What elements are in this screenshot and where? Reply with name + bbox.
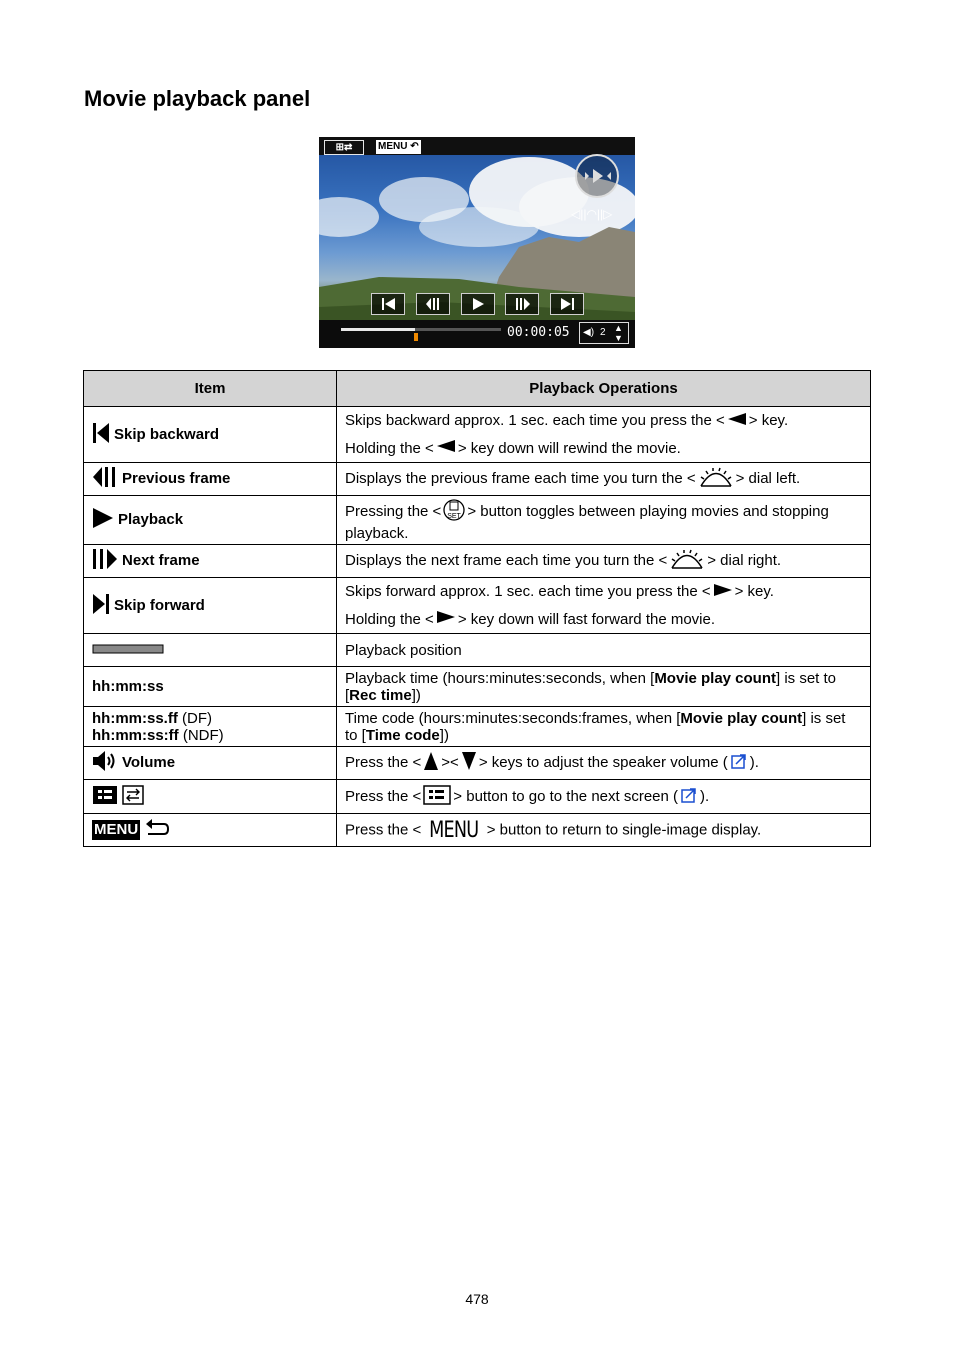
skip-backward-icon <box>92 422 110 448</box>
table-row: Volume Press the < >< > keys to adjust the speaker volume ( ). <box>84 747 871 780</box>
table-row: Playback Pressing the < SET > button toggles between playing movies and stopping playback. <box>84 496 871 545</box>
previous-frame-button[interactable] <box>416 293 450 315</box>
table-row: Skip forward Skips forward approx. 1 sec. each time you press the < > key. Holding the < > key down will fast forward the movie. <box>84 578 871 634</box>
table-row: Press the < > button to go to the next screen ( ). <box>84 780 871 814</box>
info-button-icon <box>92 785 118 809</box>
dial-icon <box>575 154 619 198</box>
volume-icon <box>92 750 118 776</box>
table-row: Playback position <box>84 634 871 667</box>
table-row: Skip backward Skips backward approx. 1 sec. each time you press the < > key. Holding the < > key down will rewind the movie. <box>84 407 871 463</box>
info-key-icon <box>423 785 451 809</box>
table-row: MENU Press the < MENU > button to return to single-image display. <box>84 814 871 847</box>
operations-table <box>83 370 871 847</box>
menu-back-icon: MENU <box>94 821 139 839</box>
right-key-icon <box>713 579 733 606</box>
progress-marker <box>414 333 418 341</box>
return-arrow-icon <box>144 818 170 842</box>
info-icon[interactable]: ⊞⇄ <box>324 140 364 155</box>
menu-back-button[interactable]: MENU ↶ <box>378 141 419 152</box>
page-title: Movie playback panel <box>84 86 311 111</box>
frame-dial-icon: ◁||◠||▷ <box>571 207 613 221</box>
header-item: Item <box>84 371 337 407</box>
link-icon[interactable] <box>730 752 748 774</box>
table-row: hh:mm:ss Playback time (hours:minutes:seconds, when [Movie play count] is set to [Rec time]) <box>84 667 871 707</box>
control-row <box>319 289 635 319</box>
quick-control-icon <box>122 785 144 809</box>
table-row: Previous frame Displays the previous frame each time you turn the < > dial left. <box>84 463 871 496</box>
previous-frame-icon <box>92 466 118 492</box>
link-icon[interactable] <box>680 786 698 808</box>
speaker-icon: ◀) <box>583 327 595 338</box>
play-icon <box>92 507 114 533</box>
main-dial-icon <box>669 549 705 573</box>
skip-backward-button[interactable] <box>371 293 405 315</box>
play-button[interactable] <box>461 293 495 315</box>
svg-text:SET: SET <box>447 512 462 520</box>
skip-forward-icon <box>92 593 110 619</box>
up-key-icon <box>423 751 439 775</box>
table-row: Next frame Displays the next frame each time you turn the < > dial right. <box>84 545 871 578</box>
page-number: 478 <box>465 1291 489 1307</box>
volume-box[interactable]: ◀) 2 ▲ ▼ <box>579 322 629 344</box>
table-row: hh:mm:ss.ff (DF) hh:mm:ss:ff (NDF) Time code (hours:minutes:seconds:frames, when [Movie play count] is set to [Time code]) <box>84 707 871 747</box>
progress-bar-icon <box>92 642 164 659</box>
next-frame-button[interactable] <box>505 293 539 315</box>
header-operations: Playback Operations <box>337 371 871 407</box>
main-dial-icon <box>698 467 734 491</box>
down-key-icon <box>461 751 477 775</box>
set-button-icon <box>443 499 465 525</box>
progress-fill <box>341 328 415 331</box>
right-key-icon <box>436 606 456 633</box>
skip-forward-button[interactable] <box>550 293 584 315</box>
up-down-icon: ▲ ▼ <box>614 323 623 343</box>
movie-playback-screenshot <box>319 137 635 348</box>
menu-key-label: MENU <box>429 817 479 843</box>
left-key-icon <box>727 408 747 435</box>
next-frame-icon <box>92 548 118 574</box>
timecode: 00:00:05 <box>507 325 570 340</box>
left-key-icon <box>436 435 456 462</box>
